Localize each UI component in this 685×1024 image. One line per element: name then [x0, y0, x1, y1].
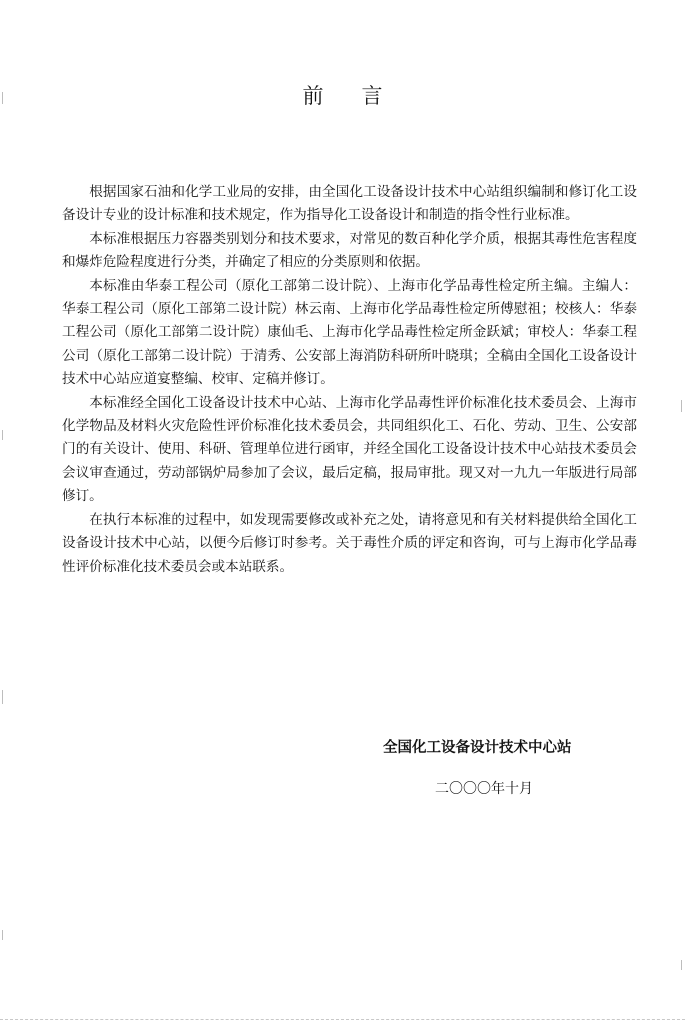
scan-edge-mark	[2, 690, 3, 704]
scan-edge-mark	[681, 400, 682, 412]
scan-bottom-border	[0, 1019, 685, 1020]
paragraph: 根据国家石油和化学工业局的安排，由全国化工设备设计技术中心站组织编制和修订化工设备设计专业的设计标准和技术规定，作为指导化工设备设计和制造的指令性行业标准。	[62, 184, 637, 224]
paragraph: 在执行本标准的过程中，如发现需要修改或补充之处，请将意见和有关材料提供给全国化工设备设计技术中心站，以便今后修订时参考。关于毒性介质的评定和咨询，可与上海市化学品毒性评价标准化技术委员会或本站联系。	[62, 511, 637, 575]
body-text	[62, 181, 637, 579]
scan-edge-mark	[2, 930, 3, 940]
scan-edge-mark	[2, 430, 3, 440]
date: 二〇〇〇年十月	[435, 781, 533, 797]
scan-edge-mark	[681, 960, 682, 970]
paragraph: 本标准经全国化工设备设计技术中心站、上海市化学品毒性评价标准化技术委员会、上海市化学物品及材料火灾危险性评价标准化技术委员会，共同组织化工、石化、劳动、卫生、公安部门的有关设计、使用、科研、管理单位进行函审，并经全国化工设备设计技术中心站技术委员会会议审查通过，劳动部锅炉局参加了会议，最后定稿，报局审批。现又对一九九一年版进行局部修订。	[62, 394, 637, 505]
signature: 全国化工设备设计技术中心站	[383, 740, 572, 756]
paragraph: 本标准根据压力容器类别划分和技术要求，对常见的数百种化学介质，根据其毒性危害程度和爆炸危险程度进行分类，并确定了相应的分类原则和依据。	[62, 230, 637, 271]
paragraph: 本标准由华泰工程公司（原化工部第二设计院）、上海市化学品毒性检定所主编。主编人：华泰工程公司（原化工部第二设计院）林云南、上海市化学品毒性检定所傅慰祖；校核人：华泰工程公司（原化工部第二设计院）康仙毛、上海市化学品毒性检定所金跃斌；审校人：华泰工程公司（原化工部第二设计院）于清秀、公安部上海消防科研所叶晓琪；全稿由全国化工设备设计技术中心站应道宴整编、校审、定稿并修订。	[62, 277, 637, 388]
page-title: 前言	[302, 84, 421, 108]
